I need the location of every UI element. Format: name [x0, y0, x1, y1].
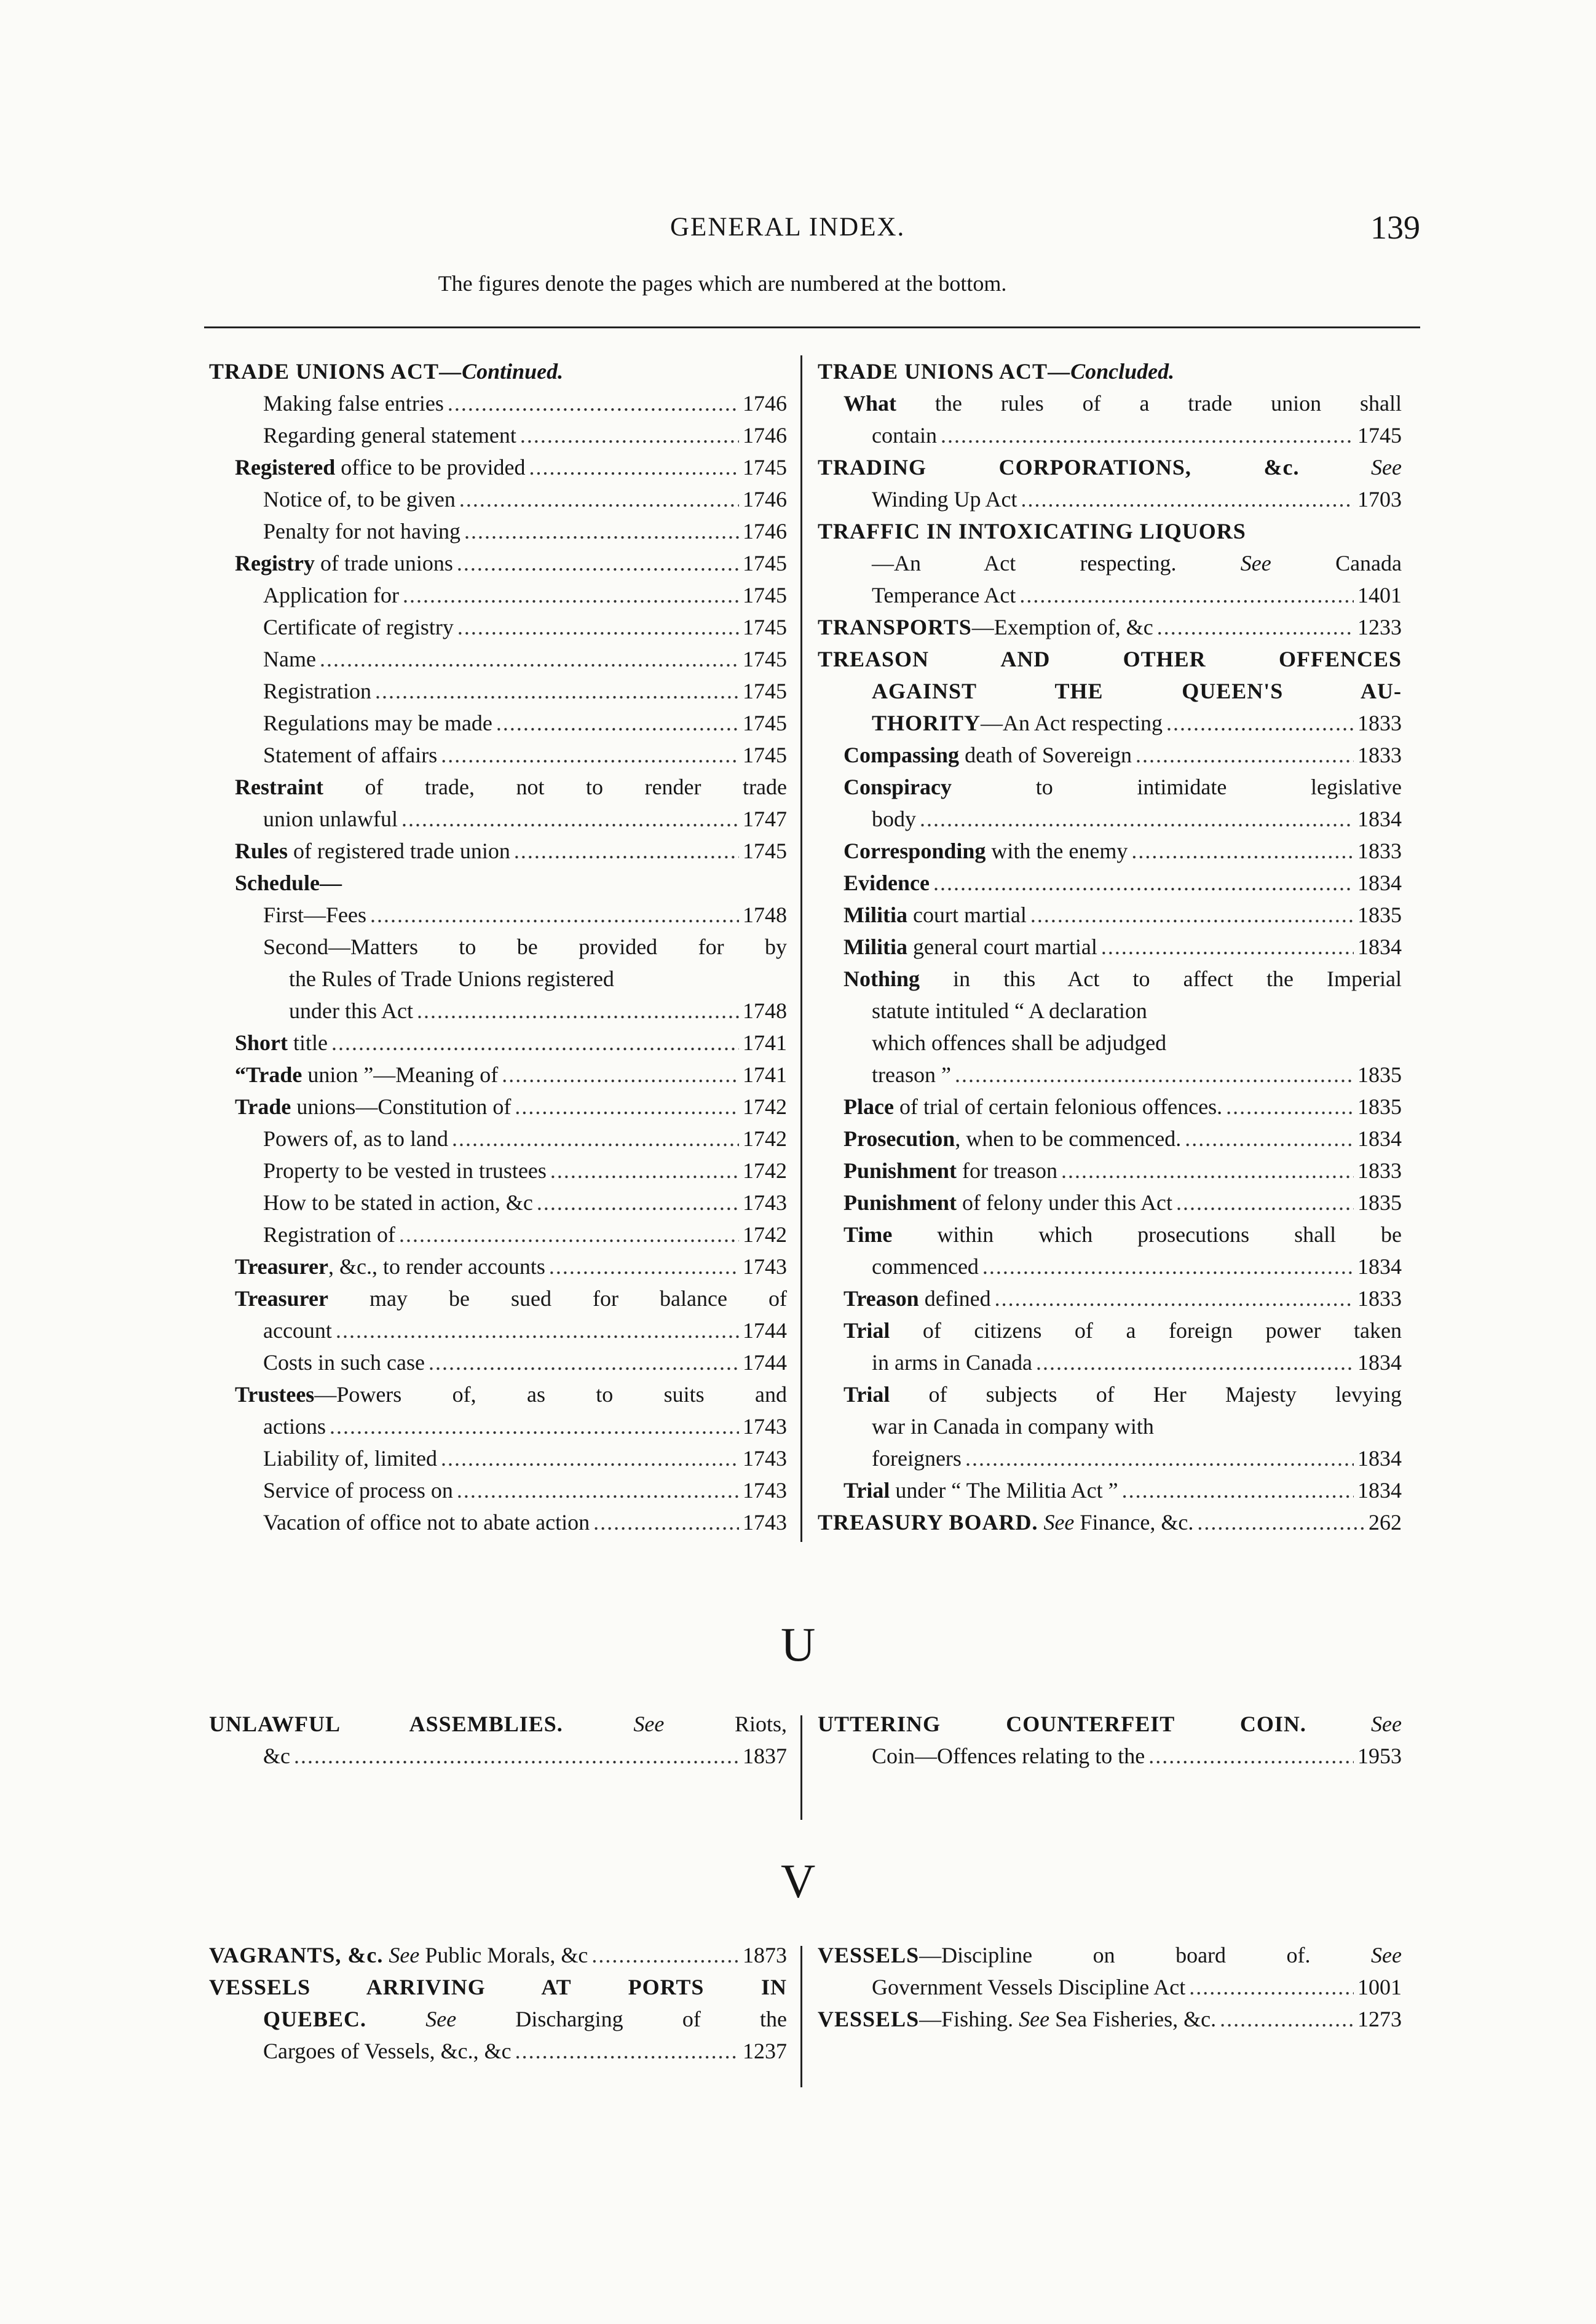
index-entry: First—Fees ..... 1748 [209, 899, 787, 931]
index-entry: How to be stated in action, &c ..... 1743 [209, 1187, 787, 1219]
index-entry: Rules of registered trade union ..... 1745 [209, 835, 787, 867]
left-column [209, 355, 787, 1538]
index-entry: Trial of subjects of Her Majesty levying [843, 1382, 1402, 1407]
index-entry: TREASON AND OTHER OFFENCES [818, 647, 1402, 671]
index-entry-continuation: treason ” ..... 1835 [818, 1059, 1402, 1091]
column-divider [800, 1715, 802, 1820]
page-ref: 1834 [1357, 1126, 1402, 1151]
page-ref: 1834 [1357, 807, 1402, 831]
index-entry: Nothing in this Act to affect the Imperial [843, 966, 1402, 991]
index-entry: TRADING CORPORATIONS, &c. See [818, 455, 1402, 480]
v-right-column [818, 1939, 1402, 2035]
page-ref: 1834 [1357, 1446, 1402, 1471]
index-entry: Liability of, limited ..... 1743 [209, 1442, 787, 1474]
section-heading: TRADE UNIONS ACT—Continued. [209, 359, 564, 384]
index-entry-continuation: the Rules of Trade Unions registered [289, 966, 614, 991]
index-entry: VAGRANTS, &c. See Public Morals, &c ..... 1873 [209, 1939, 787, 1971]
page-ref: 1834 [1357, 1478, 1402, 1503]
u-left-column [209, 1708, 787, 1772]
page-ref: 1746 [743, 423, 787, 448]
index-entry: Short title ..... 1741 [209, 1027, 787, 1059]
page-ref: 1743 [743, 1446, 787, 1471]
index-entry: Registration of ..... 1742 [209, 1219, 787, 1251]
page-ref: 1745 [743, 551, 787, 575]
index-entry: Costs in such case ..... 1744 [209, 1346, 787, 1378]
index-entry: Notice of, to be given ..... 1746 [209, 483, 787, 515]
index-entry-continuation: AGAINST THE QUEEN'S AU- [872, 679, 1402, 703]
index-entry: Treasurer, &c., to render accounts ..... 1743 [209, 1251, 787, 1283]
index-entry: Trial of citizens of a foreign power taken [843, 1318, 1402, 1343]
index-entry-continuation: Temperance Act ..... 1401 [818, 579, 1402, 611]
entry-list [209, 387, 787, 1538]
page-ref: 1746 [743, 519, 787, 543]
index-entry: Registration ..... 1745 [209, 675, 787, 707]
index-entry-continuation: account ..... 1744 [209, 1314, 787, 1346]
index-entry-continuation: —An Act respecting. See Canada [872, 551, 1402, 575]
index-entry-continuation: commenced ..... 1834 [818, 1251, 1402, 1283]
page-ref: 1743 [743, 1190, 787, 1215]
page-ref: 1833 [1357, 743, 1402, 767]
index-entry-continuation: foreigners ..... 1834 [818, 1442, 1402, 1474]
index-entry: TRANSPORTS—Exemption of, &c ..... 1233 [818, 611, 1402, 643]
index-entry: Compassing death of Sovereign ..... 1833 [818, 739, 1402, 771]
index-entry: Treason defined ..... 1833 [818, 1283, 1402, 1314]
column-divider [800, 1946, 802, 2087]
index-entry: TRAFFIC IN INTOXICATING LIQUORS [818, 519, 1246, 543]
page-ref: 1745 [743, 679, 787, 703]
page-ref: 1834 [1357, 1254, 1402, 1279]
page-ref: 1745 [743, 615, 787, 639]
index-entry: Property to be vested in trustees ..... 1742 [209, 1155, 787, 1187]
index-entry: Militia court martial ..... 1835 [818, 899, 1402, 931]
right-column [818, 355, 1402, 1538]
index-entry-continuation: which offences shall be adjudged [872, 1030, 1167, 1055]
page-ref: 1741 [743, 1062, 787, 1087]
index-entry: Trade unions—Constitution of ..... 1742 [209, 1091, 787, 1123]
page-ref: 1835 [1357, 903, 1402, 927]
index-entry: Statement of affairs ..... 1745 [209, 739, 787, 771]
index-entry-continuation: statute intituled “ A declaration [872, 998, 1147, 1023]
running-head [203, 209, 1420, 249]
index-entry: Name ..... 1745 [209, 643, 787, 675]
index-entry: Trustees—Powers of, as to suits and [235, 1382, 787, 1407]
index-entry: Corresponding with the enemy ..... 1833 [818, 835, 1402, 867]
index-entry-continuation: contain ..... 1745 [818, 419, 1402, 451]
index-entry: UTTERING COUNTERFEIT COIN. See [818, 1712, 1402, 1736]
index-entry: Time within which prosecutions shall be [843, 1222, 1402, 1247]
index-entry: VESSELS—Discipline on board of. See [818, 1943, 1402, 1967]
index-entry: Militia general court martial ..... 1834 [818, 931, 1402, 963]
index-entry-continuation: QUEBEC. See Discharging of the [263, 2007, 788, 2031]
page-ref: 1833 [1357, 839, 1402, 863]
index-entry: TREASURY BOARD. See Finance, &c. ..... 262 [818, 1506, 1402, 1538]
page-ref: 1745 [743, 743, 787, 767]
page-ref: 1746 [743, 487, 787, 512]
page-ref: 1745 [743, 583, 787, 607]
index-entry: Regarding general statement ..... 1746 [209, 419, 787, 451]
index-entry: Punishment of felony under this Act ..... 1835 [818, 1187, 1402, 1219]
index-entry: Treasurer may be sued for balance of [235, 1286, 787, 1311]
index-entry: Vacation of office not to abate action ..... 1743 [209, 1506, 787, 1538]
index-entry: Punishment for treason ..... 1833 [818, 1155, 1402, 1187]
page-ref: 1744 [743, 1318, 787, 1343]
page-ref: 1745 [743, 647, 787, 671]
index-entry-continuation: &c ..... 1837 [209, 1740, 787, 1772]
index-entry: VESSELS ARRIVING AT PORTS IN [209, 1975, 787, 1999]
column-divider [800, 355, 802, 1542]
index-entry-continuation: under this Act ..... 1748 [209, 995, 787, 1027]
index-entry: Conspiracy to intimidate legislative [843, 775, 1402, 799]
page-ref: 1835 [1357, 1094, 1402, 1119]
page-ref: 1746 [743, 391, 787, 416]
index-entry: Certificate of registry ..... 1745 [209, 611, 787, 643]
index-entry: VESSELS—Fishing. See Sea Fisheries, &c. ..... 1273 [818, 2003, 1402, 2035]
page-ref: 1747 [743, 807, 787, 831]
page-ref: 1745 [743, 455, 787, 480]
index-entry-continuation: Cargoes of Vessels, &c., &c ..... 1237 [209, 2035, 787, 2067]
index-entry-continuation: actions ..... 1743 [209, 1410, 787, 1442]
index-entry: What the rules of a trade union shall [843, 391, 1402, 416]
index-entry: Powers of, as to land ..... 1742 [209, 1123, 787, 1155]
page-ref: 1834 [1357, 871, 1402, 895]
page-ref: 1834 [1357, 935, 1402, 959]
entry-list [818, 739, 1402, 1506]
page-number: 139 [1370, 209, 1420, 246]
page-ref: 1745 [743, 711, 787, 735]
index-entry: Second—Matters to be provided for by [263, 935, 787, 959]
page-subtitle: The figures denote the pages which are numbered at the bottom. [438, 271, 1007, 296]
page-ref: 1741 [743, 1030, 787, 1055]
index-entry-continuation: THORITY—An Act respecting ..... 1833 [818, 707, 1402, 739]
page-ref: 1742 [743, 1126, 787, 1151]
u-right-column [818, 1708, 1402, 1772]
page-ref: 1743 [743, 1510, 787, 1535]
page-ref: 1742 [743, 1222, 787, 1247]
index-entry: “Trade union ”—Meaning of ..... 1741 [209, 1059, 787, 1091]
section-letter-u: U [781, 1618, 816, 1671]
index-entry-continuation: in arms in Canada ..... 1834 [818, 1346, 1402, 1378]
index-entry-continuation: Government Vessels Discipline Act ..... 1001 [818, 1971, 1402, 2003]
page-ref: 1743 [743, 1254, 787, 1279]
index-entry: Application for ..... 1745 [209, 579, 787, 611]
index-entry: Penalty for not having ..... 1746 [209, 515, 787, 547]
page-ref: 1835 [1357, 1190, 1402, 1215]
page-ref: 1742 [743, 1094, 787, 1119]
index-entry: Service of process on ..... 1743 [209, 1474, 787, 1506]
index-entry-continuation: Coin—Offences relating to the ..... 1953 [818, 1740, 1402, 1772]
section-heading: TRADE UNIONS ACT—Concluded. [818, 359, 1175, 384]
index-entry: Registry of trade unions ..... 1745 [209, 547, 787, 579]
page-ref: 1745 [743, 839, 787, 863]
section-letter-v: V [781, 1854, 816, 1908]
page-ref: 1835 [1357, 1062, 1402, 1087]
page-ref: 1744 [743, 1350, 787, 1375]
index-entry: UNLAWFUL ASSEMBLIES. See Riots, [209, 1712, 788, 1736]
index-entry: Registered office to be provided ..... 1745 [209, 451, 787, 483]
page-ref: 1833 [1357, 1158, 1402, 1183]
index-entry-continuation: body ..... 1834 [818, 803, 1402, 835]
page-ref: 1833 [1357, 1286, 1402, 1311]
index-entry-continuation: Winding Up Act ..... 1703 [818, 483, 1402, 515]
top-rule [204, 326, 1420, 328]
page-title: GENERAL INDEX. [670, 213, 906, 242]
index-entry: Restraint of trade, not to render trade [235, 775, 787, 799]
page-ref: 1748 [743, 903, 787, 927]
index-entry: Schedule— [235, 871, 342, 895]
index-entry: Making false entries ..... 1746 [209, 387, 787, 419]
page-ref: 1743 [743, 1414, 787, 1439]
index-entry: Place of trial of certain felonious offences. ..... 1835 [818, 1091, 1402, 1123]
page-ref: 1743 [743, 1478, 787, 1503]
page-ref: 1748 [743, 998, 787, 1023]
index-entry: Regulations may be made ..... 1745 [209, 707, 787, 739]
index-entry-continuation: union unlawful ..... 1747 [209, 803, 787, 835]
page-ref: 1834 [1357, 1350, 1402, 1375]
page-ref: 1742 [743, 1158, 787, 1183]
v-left-column [209, 1939, 787, 2067]
index-entry: Trial under “ The Militia Act ” ..... 1834 [818, 1474, 1402, 1506]
index-entry: Prosecution, when to be commenced. ..... 1834 [818, 1123, 1402, 1155]
index-entry-continuation: war in Canada in company with [872, 1414, 1154, 1439]
index-entry: Evidence ..... 1834 [818, 867, 1402, 899]
